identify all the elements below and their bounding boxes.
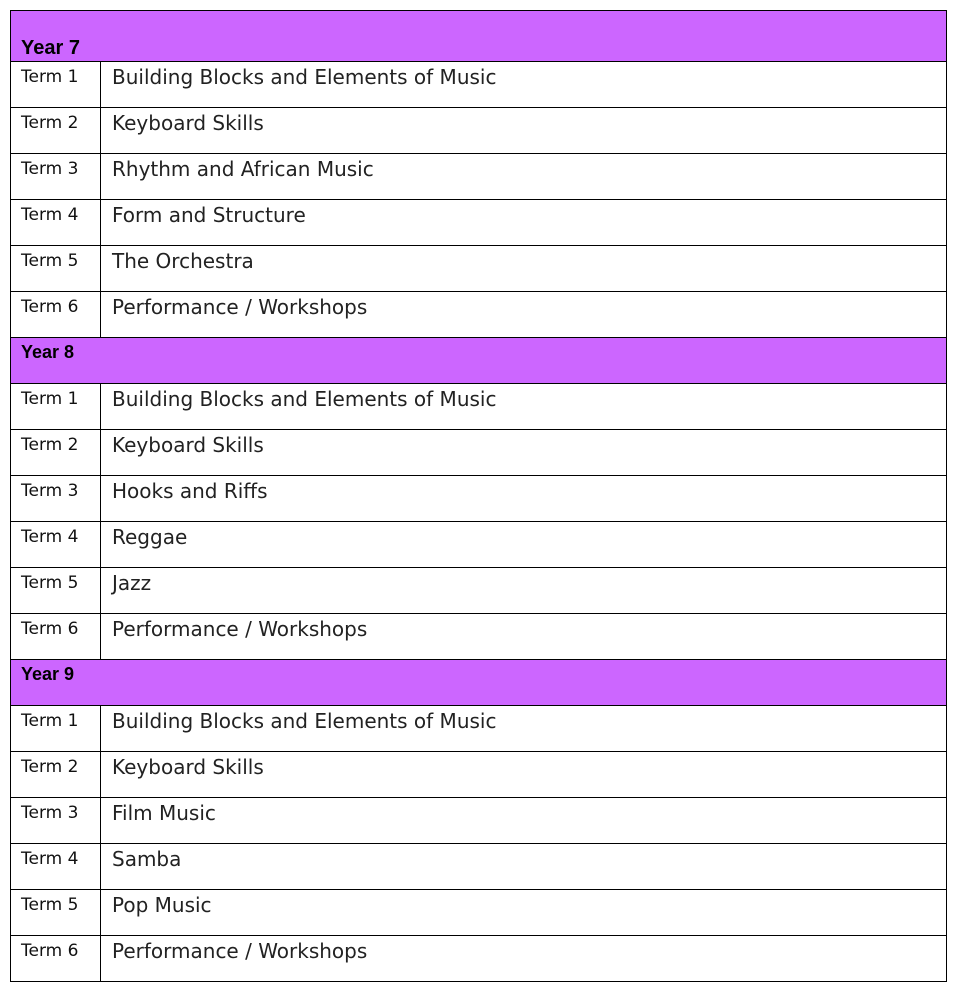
topic-label: Reggae [112, 525, 188, 549]
term-cell [11, 476, 101, 522]
curriculum-table-body [11, 11, 947, 982]
table-row [11, 108, 947, 154]
topic-label: Keyboard Skills [112, 433, 264, 457]
curriculum-table [10, 10, 947, 982]
table-row [11, 384, 947, 430]
topic-label: Samba [112, 847, 182, 871]
term-cell [11, 522, 101, 568]
topic-label: Performance / Workshops [112, 295, 368, 319]
term-cell [11, 568, 101, 614]
term-cell [11, 62, 101, 108]
table-row [11, 798, 947, 844]
term-cell [11, 384, 101, 430]
term-label: Term 1 [21, 67, 79, 87]
term-label: Term 2 [21, 435, 79, 455]
topic-cell [101, 384, 947, 430]
term-label: Term 5 [21, 895, 79, 915]
table-row [11, 706, 947, 752]
term-cell [11, 798, 101, 844]
term-cell [11, 292, 101, 338]
topic-cell [101, 706, 947, 752]
term-label: Term 6 [21, 297, 79, 317]
year-header-row [11, 660, 947, 706]
topic-cell [101, 430, 947, 476]
topic-label: Form and Structure [112, 203, 306, 227]
term-label: Term 4 [21, 527, 79, 547]
table-row [11, 246, 947, 292]
topic-label: Pop Music [112, 893, 212, 917]
table-row [11, 614, 947, 660]
topic-cell [101, 844, 947, 890]
topic-cell [101, 200, 947, 246]
table-row [11, 752, 947, 798]
term-label: Term 4 [21, 849, 79, 869]
table-row [11, 568, 947, 614]
topic-label: The Orchestra [112, 249, 254, 273]
term-label: Term 2 [21, 113, 79, 133]
topic-cell [101, 292, 947, 338]
term-cell [11, 936, 101, 982]
term-cell [11, 246, 101, 292]
term-label: Term 1 [21, 389, 79, 409]
term-cell [11, 108, 101, 154]
topic-label: Keyboard Skills [112, 111, 264, 135]
topic-cell [101, 154, 947, 200]
term-label: Term 6 [21, 619, 79, 639]
table-row [11, 844, 947, 890]
topic-label: Performance / Workshops [112, 617, 368, 641]
topic-label: Jazz [112, 571, 152, 595]
topic-label: Hooks and Riffs [112, 479, 268, 503]
term-label: Term 3 [21, 481, 79, 501]
term-label: Term 3 [21, 803, 79, 823]
year-header-cell [11, 660, 947, 706]
table-row [11, 522, 947, 568]
term-cell [11, 844, 101, 890]
term-cell [11, 200, 101, 246]
year-header-row [11, 338, 947, 384]
year-header-cell [11, 11, 947, 62]
topic-cell [101, 752, 947, 798]
table-row [11, 890, 947, 936]
term-cell [11, 430, 101, 476]
term-cell [11, 752, 101, 798]
topic-label: Building Blocks and Elements of Music [112, 387, 497, 411]
term-cell [11, 706, 101, 752]
term-label: Term 6 [21, 941, 79, 961]
topic-cell [101, 614, 947, 660]
topic-label: Performance / Workshops [112, 939, 368, 963]
year-title: Year 7 [21, 37, 80, 59]
topic-cell [101, 890, 947, 936]
topic-cell [101, 568, 947, 614]
topic-cell [101, 798, 947, 844]
term-label: Term 5 [21, 573, 79, 593]
term-label: Term 2 [21, 757, 79, 777]
topic-cell [101, 936, 947, 982]
topic-label: Keyboard Skills [112, 755, 264, 779]
topic-label: Rhythm and African Music [112, 157, 374, 181]
topic-cell [101, 522, 947, 568]
term-label: Term 4 [21, 205, 79, 225]
topic-label: Building Blocks and Elements of Music [112, 65, 497, 89]
topic-cell [101, 108, 947, 154]
topic-cell [101, 476, 947, 522]
year-title: Year 8 [21, 342, 75, 362]
table-row [11, 430, 947, 476]
term-label: Term 5 [21, 251, 79, 271]
year-header-row [11, 11, 947, 62]
topic-label: Building Blocks and Elements of Music [112, 709, 497, 733]
year-header-cell [11, 338, 947, 384]
term-cell [11, 890, 101, 936]
table-row [11, 936, 947, 982]
term-label: Term 3 [21, 159, 79, 179]
term-label: Term 1 [21, 711, 79, 731]
table-row [11, 154, 947, 200]
year-title: Year 9 [21, 664, 75, 684]
topic-label: Film Music [112, 801, 216, 825]
topic-cell [101, 62, 947, 108]
table-row [11, 292, 947, 338]
topic-cell [101, 246, 947, 292]
term-cell [11, 614, 101, 660]
table-row [11, 62, 947, 108]
table-row [11, 476, 947, 522]
table-row [11, 200, 947, 246]
term-cell [11, 154, 101, 200]
